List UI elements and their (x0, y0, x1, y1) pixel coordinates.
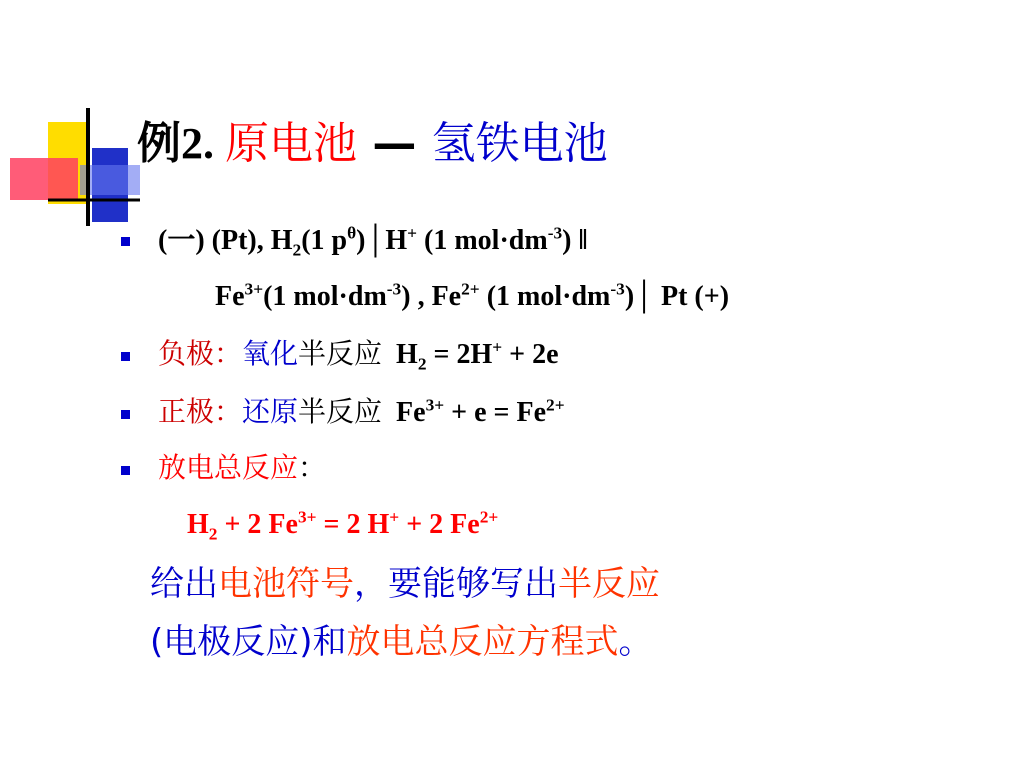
bullet (121, 466, 130, 475)
task-line1: 给出电池符号，要能够写出半反应 (150, 564, 660, 604)
negative-electrode-line: 负极：氧化半反应 $H_2 = 2H^+ + 2e$ (158, 337, 559, 374)
task-line2: (电极反应)和放电总反应方程式。 (150, 622, 653, 662)
slide-decoration (0, 0, 150, 230)
bullet (121, 237, 130, 246)
positive-electrode-line: 正极：还原半反应 $Fe^{3+} + e = Fe^{2+}$ (158, 395, 565, 428)
bullet (121, 410, 130, 419)
total-reaction-label: 放电总反应： (158, 451, 327, 484)
bullet (121, 352, 130, 361)
cell-notation-line2: $Fe^{3+}(1$ $mol\cdot dm^{-3}$) , $Fe^{2+}$ (1 $mol\cdot dm^{-3})│$ Pt (+) (215, 279, 730, 312)
overall-equation: $H_2 + 2$ $Fe^{3+} = 2$ H+ + 2 $Fe^{2+}$ (187, 507, 499, 544)
cell-notation-line1: (一) (Pt), $H_2(1$ $p^\theta)│H^+$ (1 $mol\cdot dm^{-3}$) ‖ (158, 223, 588, 260)
page-title: 例2. 原电池 — 氢铁电池 (137, 118, 608, 169)
